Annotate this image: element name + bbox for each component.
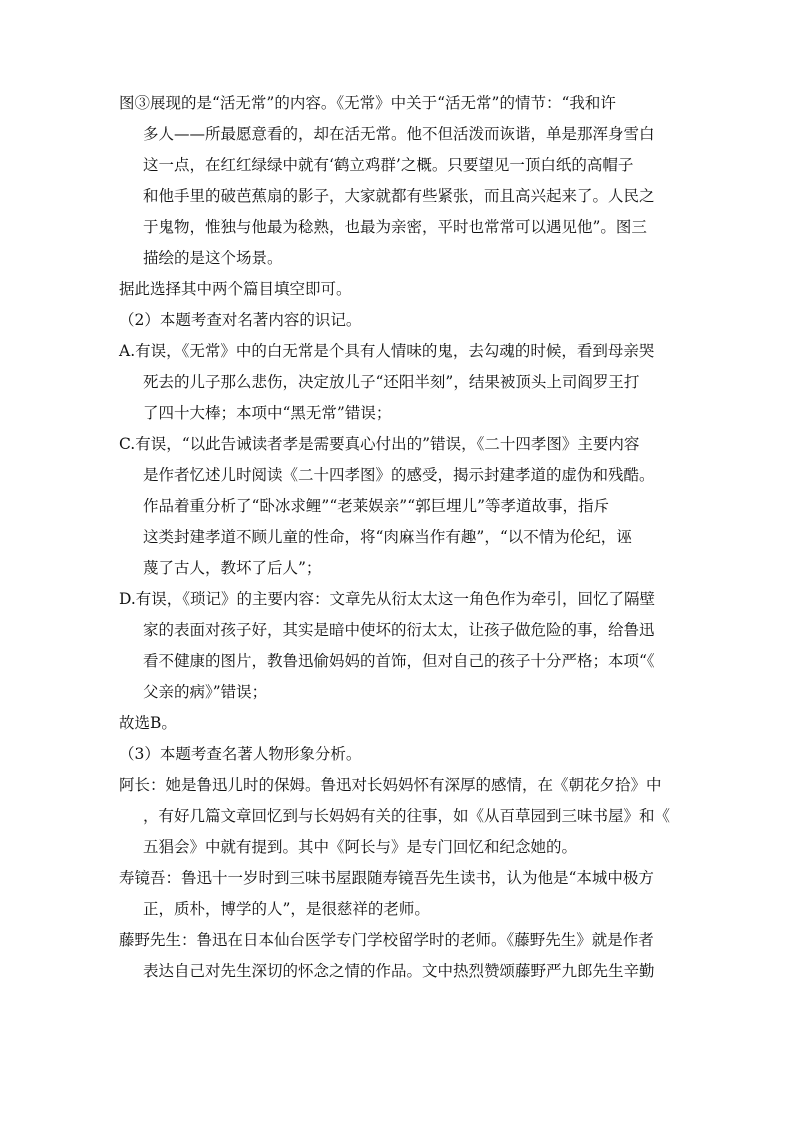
- text-line: 故选B。: [119, 714, 177, 732]
- text-line: 是作者忆述儿时阅读《二十四孝图》的感受，揭示封建孝道的虚伪和残酷。: [143, 466, 655, 484]
- text-line: 描绘的是这个场景。: [143, 249, 283, 267]
- text-line: 父亲的病》”错误；: [143, 683, 268, 701]
- text-line: （2）本题考查对名著内容的识记。: [119, 311, 362, 329]
- text-line: 蔑了古人，教坏了后人”；: [143, 559, 322, 577]
- text-line: 作品着重分析了“卧冰求鲤”“老莱娱亲”“郭巨埋儿”等孝道故事，指斥: [143, 497, 610, 515]
- text-line: 阿长：她是鲁迅儿时的保姆。鲁迅对长妈妈怀有深厚的感情，在《朝花夕拾》中: [119, 776, 662, 794]
- text-line: 藤野先生：鲁迅在日本仙台医学专门学校留学时的老师。《藤野先生》就是作者: [119, 931, 654, 949]
- text-line: 了四十大棒；本项中“黑无常”错误；: [143, 404, 392, 422]
- text-line: D.有误，《琐记》的主要内容：文章先从衍太太这一角色作为牵引，回忆了隔壁: [119, 590, 656, 608]
- text-line: 表达自己对先生深切的怀念之情的作品。文中热烈赞颂藤野严九郎先生辛勤: [143, 962, 655, 980]
- text-line: 家的表面对孩子好，其实是暗中使坏的衍太太，让孩子做危险的事，给鲁迅: [143, 621, 655, 639]
- text-line: 图③展现的是“活无常”的内容。《无常》中关于“活无常”的情节：“我和许: [119, 94, 616, 112]
- text-line: 正，质朴，博学的人”，是很慈祥的老师。: [143, 900, 430, 918]
- text-line: 和他手里的破芭蕉扇的影子，大家就都有些紧张，而且高兴起来了。人民之: [143, 187, 655, 205]
- text-line: C.有误，“以此告诫读者孝是需要真心付出的”错误，《二十四孝图》主要内容: [119, 435, 640, 453]
- text-line: A.有误，《无常》中的白无常是个具有人情味的鬼，去勾魂的时候，看到母亲哭: [119, 342, 655, 360]
- text-line: 于鬼物，惟独与他最为稔熟，也最为亲密，平时也常常可以遇见他”。图三: [143, 218, 647, 236]
- text-line: ，有好几篇文章回忆到与长妈妈有关的往事，如《从百草园到三味书屋》和《: [143, 807, 671, 825]
- text-line: 五猖会》中就有提到。其中《阿长与》是专门回忆和纪念她的。: [143, 838, 578, 856]
- text-line: 死去的儿子那么悲伤，决定放儿子“还阳半刻”，结果被顶头上司阎罗王打: [143, 373, 640, 391]
- text-line: （3）本题考查名著人物形象分析。: [119, 745, 362, 763]
- text-line: 看不健康的图片，教鲁迅偷妈妈的首饰，但对自己的孩子十分严格；本项“《: [143, 652, 655, 670]
- text-line: 据此选择其中两个篇目填空即可。: [119, 280, 352, 298]
- text-line: 这类封建孝道不顾儿童的性命，将“肉麻当作有趣”，“以不情为伦纪，诬: [143, 528, 632, 546]
- text-line: 寿镜吾：鲁迅十一岁时到三味书屋跟随寿镜吾先生读书，认为他是“本城中极方: [119, 869, 654, 887]
- text-line: 多人——所最愿意看的，却在活无常。他不但活泼而诙谐，单是那浑身雪白: [143, 125, 655, 143]
- text-line: 这一点，在红红绿绿中就有‘鹤立鸡群’之概。只要望见一顶白纸的高帽子: [143, 156, 634, 174]
